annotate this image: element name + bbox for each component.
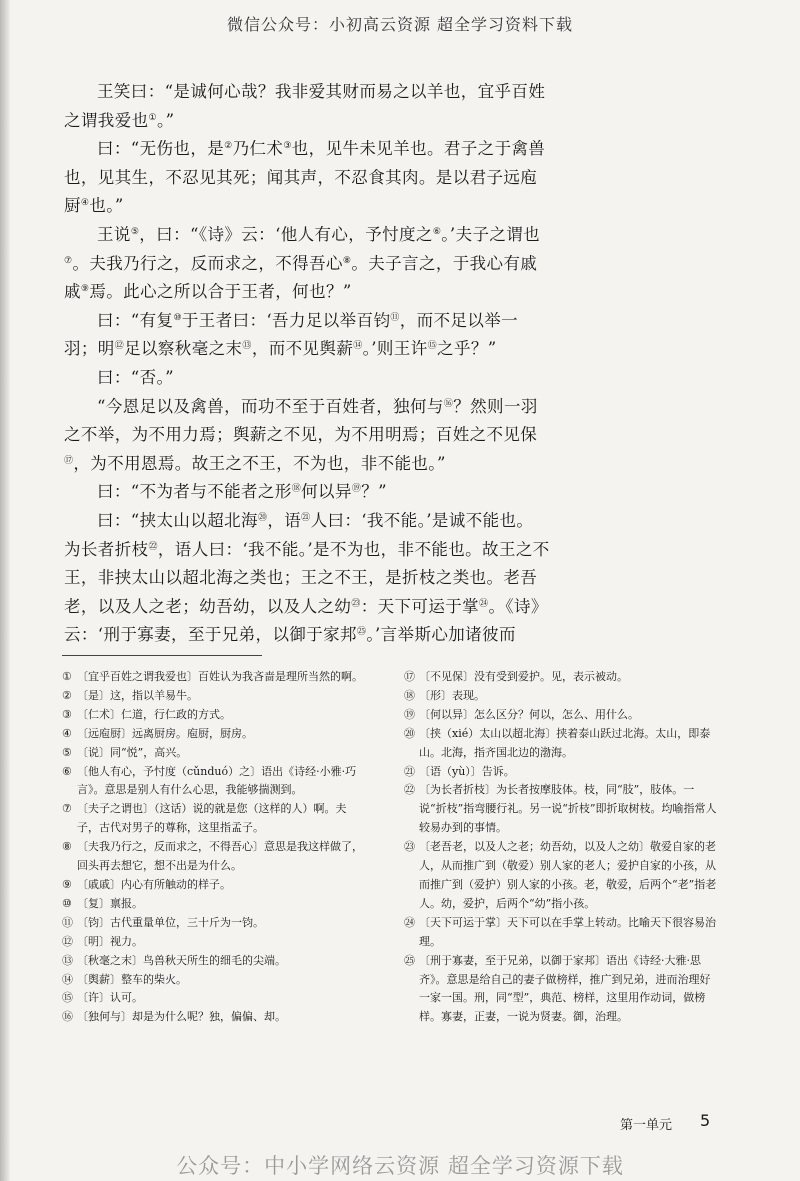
footnote-item xyxy=(404,763,719,782)
footnote-item xyxy=(62,933,367,952)
footnote-ref[interactable]: ㉕ xyxy=(356,627,367,638)
footnote-item xyxy=(62,800,367,838)
footnote-ref[interactable]: ⑮ xyxy=(427,341,438,352)
footnote-text: 〔复〕禀报。 xyxy=(77,896,143,910)
footnote-ref[interactable]: ⑥ xyxy=(432,226,442,237)
footnote-number: ⑦ xyxy=(62,802,72,816)
footnote-item xyxy=(62,687,367,706)
footnote-text: 〔明〕视力。 xyxy=(77,934,143,948)
footnote-ref[interactable]: ⑭ xyxy=(353,341,363,352)
footnote-ref[interactable]: ⑪ xyxy=(390,312,400,323)
footnote-ref[interactable]: ⑬ xyxy=(242,341,252,352)
footnote-number: ⑭ xyxy=(62,972,73,986)
footnote-number: ⑮ xyxy=(62,991,73,1005)
footnote-text: 〔夫子之谓也〕（这话）说的就是您（这样的人）啊。夫子，古代对男子的尊称，这里指孟子。 xyxy=(77,802,347,835)
footnote-number: ④ xyxy=(62,726,72,740)
footnote-ref[interactable]: ⑤ xyxy=(130,226,140,237)
footnote-divider xyxy=(62,655,262,656)
footnote-ref[interactable]: ㉑ xyxy=(301,512,311,523)
footnote-item xyxy=(62,838,367,876)
footnote-number: ⑳ xyxy=(404,726,415,740)
footnote-ref[interactable]: ① xyxy=(148,112,157,123)
footnote-ref[interactable]: ⑰ xyxy=(64,455,74,466)
paragraph-7: 曰：“不为者与不能者之形⑱何以异⑲？” xyxy=(97,482,388,502)
footnote-number: ② xyxy=(62,688,72,702)
footnote-item xyxy=(62,989,367,1008)
footnote-number: ① xyxy=(62,670,72,683)
footnote-number: ⑥ xyxy=(62,764,72,778)
footnote-item xyxy=(404,952,719,1028)
footnote-ref[interactable]: ㉔ xyxy=(479,598,489,609)
footnote-text: 〔独何与〕却是为什么呢？独，偏偏、却。 xyxy=(77,1010,286,1024)
footnote-number: ③ xyxy=(62,707,72,721)
paragraph-5: 曰：“否。” xyxy=(97,367,175,387)
page-number: 5 xyxy=(700,1111,711,1130)
footnote-text: 〔秋毫之末〕鸟兽秋天所生的细毛的尖端。 xyxy=(77,953,286,967)
footnote-number: ⑤ xyxy=(62,745,72,759)
footnote-item xyxy=(404,914,719,952)
footnote-number: ㉒ xyxy=(404,783,415,797)
footnote-ref[interactable]: ② xyxy=(224,141,233,152)
footnote-text: 〔挟（xié）太山以超北海〕挟着泰山跃过北海。太山，即泰山。北海，指齐国北边的渤海。 xyxy=(419,726,711,759)
footnote-text: 〔许〕认可。 xyxy=(77,991,143,1005)
footnote-text: 〔夫我乃行之，反而求之，不得吾心〕意思是我这样做了，回头再去想它，想不出是为什么。 xyxy=(77,840,363,873)
footnote-item xyxy=(62,914,367,933)
footnote-number: ⑰ xyxy=(404,670,415,683)
main-text xyxy=(64,78,550,650)
footnote-ref[interactable]: ⑯ xyxy=(443,398,454,409)
footnote-number: ⑪ xyxy=(62,915,73,929)
footnote-text: 〔天下可运于掌〕天下可以在手掌上转动。比喻天下很容易治理。 xyxy=(419,915,716,948)
paragraph-4: 曰：“有复⑩于王者曰：‘吾力足以举百钧⑪，而不足以举一羽；明⑫足以察秋毫之末⑬，而不见舆薪⑭。’则王许⑮之乎？” xyxy=(64,310,519,359)
footnote-text: 〔老吾老，以及人之老；幼吾幼，以及人之幼〕敬爱自家的老人，从而推广到（敬爱）别人家的老人；爱护自家的小孩，从而推广到（爱护）别人家的小孩。老，敬爱，后两个“老”指老人。幼，爱护，后两个“幼”指小孩。 xyxy=(419,840,717,910)
footnote-number: ⑯ xyxy=(62,1010,73,1024)
footnote-item xyxy=(62,763,367,801)
footnote-number: ㉕ xyxy=(404,953,415,967)
footnote-number: ㉑ xyxy=(404,764,415,778)
footnote-text: 〔刑于寡妻，至于兄弟，以御于家邦〕语出《诗经·大雅·思齐》。意思是给自己的妻子做榜样，推广到兄弟，进而治理好一家一国。刑，同“型”，典范、榜样，这里用作动词，做榜样。寡妻，正妻，一说为贤妻。御，治理。 xyxy=(419,953,711,1024)
footnote-text: 〔不见保〕没有受到爱护。见，表示被动。 xyxy=(419,670,628,683)
footnote-text: 〔戚戚〕内心有所触动的样子。 xyxy=(77,877,231,891)
footnote-ref[interactable]: ㉓ xyxy=(351,598,361,609)
footnote-number: ⑫ xyxy=(62,934,73,948)
footnote-number: ⑧ xyxy=(62,840,72,854)
footnote-text: 〔远庖厨〕远离厨房。庖厨，厨房。 xyxy=(77,726,253,740)
footnote-ref[interactable]: ⑱ xyxy=(291,484,302,495)
footnote-ref[interactable]: ⑧ xyxy=(342,255,352,266)
footnote-item xyxy=(404,668,719,687)
footnote-ref[interactable]: ③ xyxy=(283,141,292,152)
footnote-text: 〔舆薪〕整车的柴火。 xyxy=(77,972,187,986)
footnote-number: ⑲ xyxy=(404,707,415,721)
footnote-ref[interactable]: ⑫ xyxy=(114,341,125,352)
footnote-text: 〔形〕表现。 xyxy=(419,688,485,702)
footnotes-right-column xyxy=(404,668,719,1027)
footnote-item xyxy=(62,876,367,895)
footnote-item xyxy=(62,744,367,763)
footnote-item xyxy=(404,706,719,725)
footnote-text: 〔说〕同“悦”，高兴。 xyxy=(77,745,188,759)
footnote-text: 〔他人有心，予忖度（cǔnduó）之〕语出《诗经·小雅·巧言》。意思是别人有什么心思，我能够揣测到。 xyxy=(77,764,357,797)
footnote-text: 〔仁术〕仁道，行仁政的方式。 xyxy=(77,707,231,721)
footnote-ref[interactable]: ⑨ xyxy=(80,284,90,295)
footnote-text: 〔是〕这，指以羊易牛。 xyxy=(77,688,198,702)
footnote-item xyxy=(62,706,367,725)
footnote-number: ⑩ xyxy=(62,896,72,910)
page-edge-shadow xyxy=(0,0,10,1181)
footnotes-left-column xyxy=(62,668,367,1027)
header-banner: 微信公众号：小初高云资源 超全学习资料下载 xyxy=(226,15,574,34)
footnote-ref[interactable]: ⑲ xyxy=(351,484,362,495)
footnote-item xyxy=(62,1008,367,1027)
footnote-text: 〔语（yù）〕告诉。 xyxy=(419,764,515,778)
footnote-ref[interactable]: ⑳ xyxy=(257,512,268,523)
paragraph-8: 曰：“挟太山以超北海⑳，语$^㉑$人曰：‘我不能。’是诚不能也。为长者折枝$^㉒$，语人曰：‘我不能。’是不为也，非不能也。故王之不王，非挟太山以超北海之类也；王之不王，是折枝之类也。老吾老，以及人之老；幼吾幼，以及人之幼$^㉓$：天下可运于掌$^㉔$。《诗》云：‘刑于寡妻，至于兄弟，以御于家邦$^㉕$。’言举斯心加诸彼而 xyxy=(64,510,550,645)
footnote-ref[interactable]: ㉒ xyxy=(148,541,158,552)
paragraph-1: 王笑曰：“是诚何心哉？我非爱其财而易之以羊也，宜乎百姓之谓我爱也①。” xyxy=(64,82,546,130)
footnote-number: ㉓ xyxy=(404,840,415,854)
footnote-item xyxy=(404,838,719,914)
footnote-number: ⑨ xyxy=(62,877,72,891)
footnote-text: 〔何以异〕怎么区分？何以，怎么、用什么。 xyxy=(419,707,639,721)
paragraph-6: “今恩足以及禽兽，而功不至于百姓者，独何与⑯？然则一羽之不举，为不用力焉；舆薪之不见，为不用明焉；百姓之不见保⑰，为不用恩焉。故王之不王，不为也，非不能也。” xyxy=(64,396,538,473)
paragraph-2: 曰：“无伤也，是②乃仁术③也，见牛未见羊也。君子之于禽兽也，见其生，不忍见其死；闻其声，不忍食其肉。是以君子远庖厨④也。” xyxy=(64,139,546,216)
footnote-number: ㉔ xyxy=(404,915,415,929)
footnote-item xyxy=(404,781,719,838)
footnote-ref[interactable]: ④ xyxy=(80,198,90,209)
footnote-item xyxy=(404,687,719,706)
footnote-number: ⑬ xyxy=(62,953,73,967)
unit-label: 第一单元 xyxy=(620,1118,673,1133)
footnote-item xyxy=(62,725,367,744)
footnote-item xyxy=(62,668,367,687)
footnote-item xyxy=(62,895,367,914)
footnote-text: 〔宜乎百姓之谓我爱也〕百姓认为我吝啬是理所当然的啊。 xyxy=(77,670,363,683)
footnote-ref[interactable]: ⑩ xyxy=(173,312,182,323)
footnote-item xyxy=(62,971,367,990)
footnote-item xyxy=(62,952,367,971)
footnote-ref[interactable]: ⑦ xyxy=(64,255,73,266)
footnote-text: 〔钧〕古代重量单位，三十斤为一钧。 xyxy=(77,915,264,929)
footnote-item xyxy=(404,725,719,763)
footnote-text: 〔为长者折枝〕为长者按摩肢体。枝，同“肢”，肢体。一说“折枝”指弯腰行礼。另一说“折枝”即折取树枝。均喻指常人较易办到的事情。 xyxy=(419,783,717,835)
watermark-text: 公众号：中小学网络云资源 超全学习资源下载 xyxy=(176,1154,624,1178)
footnote-number: ⑱ xyxy=(404,688,415,702)
paragraph-3: 王说⑤，曰：“《诗》云：‘他人有心，予忖度之⑥。’夫子之谓也⑦。夫我乃行之，反而求之，不得吾心⑧。夫子言之，于我心有戚戚⑨焉。此心之所以合于王者，何也？” xyxy=(64,224,541,302)
